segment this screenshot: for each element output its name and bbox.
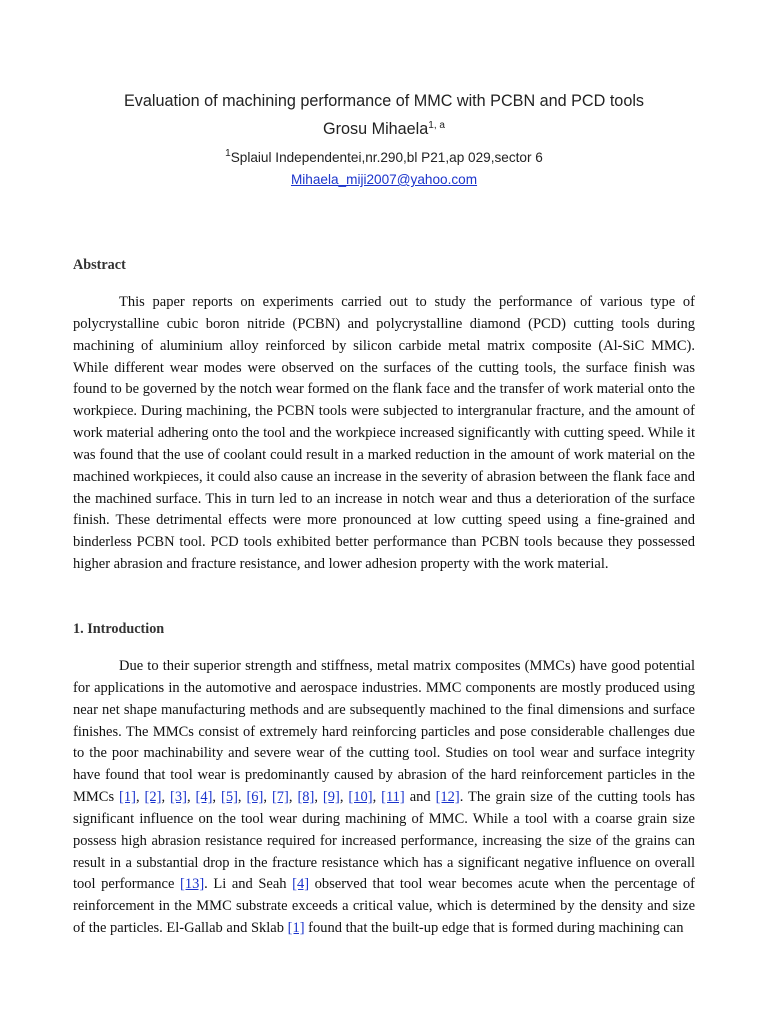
abstract-text: This paper reports on experiments carried out to study the performance of various type of polycrystalline cubic boron nitride (PCBN) and polycrystalline diamond (PCD) cutting tools during machining of aluminium alloy reinforced by silicon carbide metal matrix composite (Al-SiC MMC). While different wear modes were observed on the surfaces of the cutting tools, the surface finish was found to be governed by the notch wear formed on the flank face and the transfer of work material onto the workpiece. During machining, the PCBN tools were subjected to intergranular fracture, and the amount of work material adhering onto the tool and the workpiece increased significantly with cutting speed. While it was found that the use of coolant could result in a marked reduction in the amount of work material on the machined workpieces, it could also cause an increase in the severity of abrasion between the flank face and the machined surface. This in turn led to an increase in notch wear and thus a deterioration of the surface finish. These detrimental effects were more pronounced at low cutting speed using a fine-grained and binderless PCBN tool. PCD tools exhibited better performance than PCBN tools because they possessed higher abrasion and fracture resistance, and lower adhesion property with the work material. bbox=[73, 294, 695, 573]
separator: , bbox=[339, 789, 349, 806]
separator: , bbox=[372, 789, 382, 806]
abstract-heading: Abstract bbox=[73, 257, 126, 273]
separator: , bbox=[263, 789, 272, 806]
citation-link[interactable]: [1] bbox=[287, 920, 305, 937]
citation-link[interactable]: [2] bbox=[144, 789, 162, 806]
citation-link[interactable]: [3] bbox=[170, 789, 187, 806]
separator: , bbox=[135, 789, 145, 806]
author-superscript: 1, a bbox=[428, 120, 445, 131]
email-line bbox=[0, 172, 768, 187]
intro-text-3: . Li and Seah bbox=[204, 876, 293, 893]
citation-link[interactable]: [6] bbox=[246, 789, 264, 806]
intro-text-4: observed that tool wear becomes acute when the percentage of reinforcement in the MMC substrate exceeds a critical value, which is determined by the density and size of the particles. El-Gallab and Sklab bbox=[73, 876, 695, 937]
separator: , bbox=[161, 789, 171, 806]
citation-link[interactable]: [11] bbox=[381, 789, 405, 806]
citation-link[interactable]: [4] bbox=[292, 876, 310, 893]
author-name: Grosu Mihaela bbox=[323, 120, 429, 138]
citation-link[interactable]: [9] bbox=[322, 789, 340, 806]
affiliation-text: Splaiul Independentei,nr.290,bl P21,ap 029,sector 6 bbox=[230, 150, 543, 165]
introduction-paragraph bbox=[73, 656, 695, 940]
separator: , bbox=[212, 789, 221, 806]
separator: and bbox=[404, 789, 436, 806]
citation-link[interactable]: [7] bbox=[271, 789, 289, 806]
citation-link[interactable]: [13] bbox=[179, 876, 205, 893]
citation-link[interactable]: [12] bbox=[435, 789, 460, 806]
author-line bbox=[0, 120, 768, 139]
separator: , bbox=[288, 789, 298, 806]
intro-text-5: found that the built-up edge that is formed during machining can bbox=[304, 920, 684, 937]
paper-title: Evaluation of machining performance of MMC with PCBN and PCD tools bbox=[123, 92, 645, 110]
separator: , bbox=[237, 789, 247, 806]
abstract-paragraph bbox=[73, 292, 695, 576]
citation-link[interactable]: [10] bbox=[348, 789, 373, 806]
separator: , bbox=[186, 789, 196, 806]
citation-link[interactable]: [1] bbox=[119, 789, 136, 806]
introduction-heading: 1. Introduction bbox=[73, 621, 165, 637]
separator: , bbox=[314, 789, 323, 806]
intro-text-2: . The grain size of the cutting tools has significant influence on the tool wear during machining of MMC. While a tool with a coarse grain size possess high abrasion resistance required for increased performance, increasing the size of the grains can result in a substantial drop in the fracture resistance which has a significant negative influence on overall tool performance bbox=[73, 789, 696, 893]
citation-link[interactable]: [8] bbox=[297, 789, 315, 806]
affiliation-superscript: 1 bbox=[225, 148, 231, 159]
citation-link[interactable]: [4] bbox=[195, 789, 213, 806]
citation-link[interactable]: [5] bbox=[220, 789, 238, 806]
email-link[interactable]: Mihaela_miji2007@yahoo.com bbox=[290, 172, 478, 187]
intro-text-1: Due to their superior strength and stiffness, metal matrix composites (MMCs) have good potential for applications in the automotive and aerospace industries. MMC components are mostly produced using near net shape manufacturing methods and are subsequently machined to the final dimensions and surface finishes. The MMCs consist of extremely hard reinforcing particles and pose considerable challenges due to the poor machinability and severe wear of the cutting tool. Studies on tool wear and surface integrity have found that tool wear is predominantly caused by abrasion of the hard reinforcement particles in the MMCs bbox=[73, 658, 695, 806]
affiliation-line bbox=[0, 148, 768, 165]
